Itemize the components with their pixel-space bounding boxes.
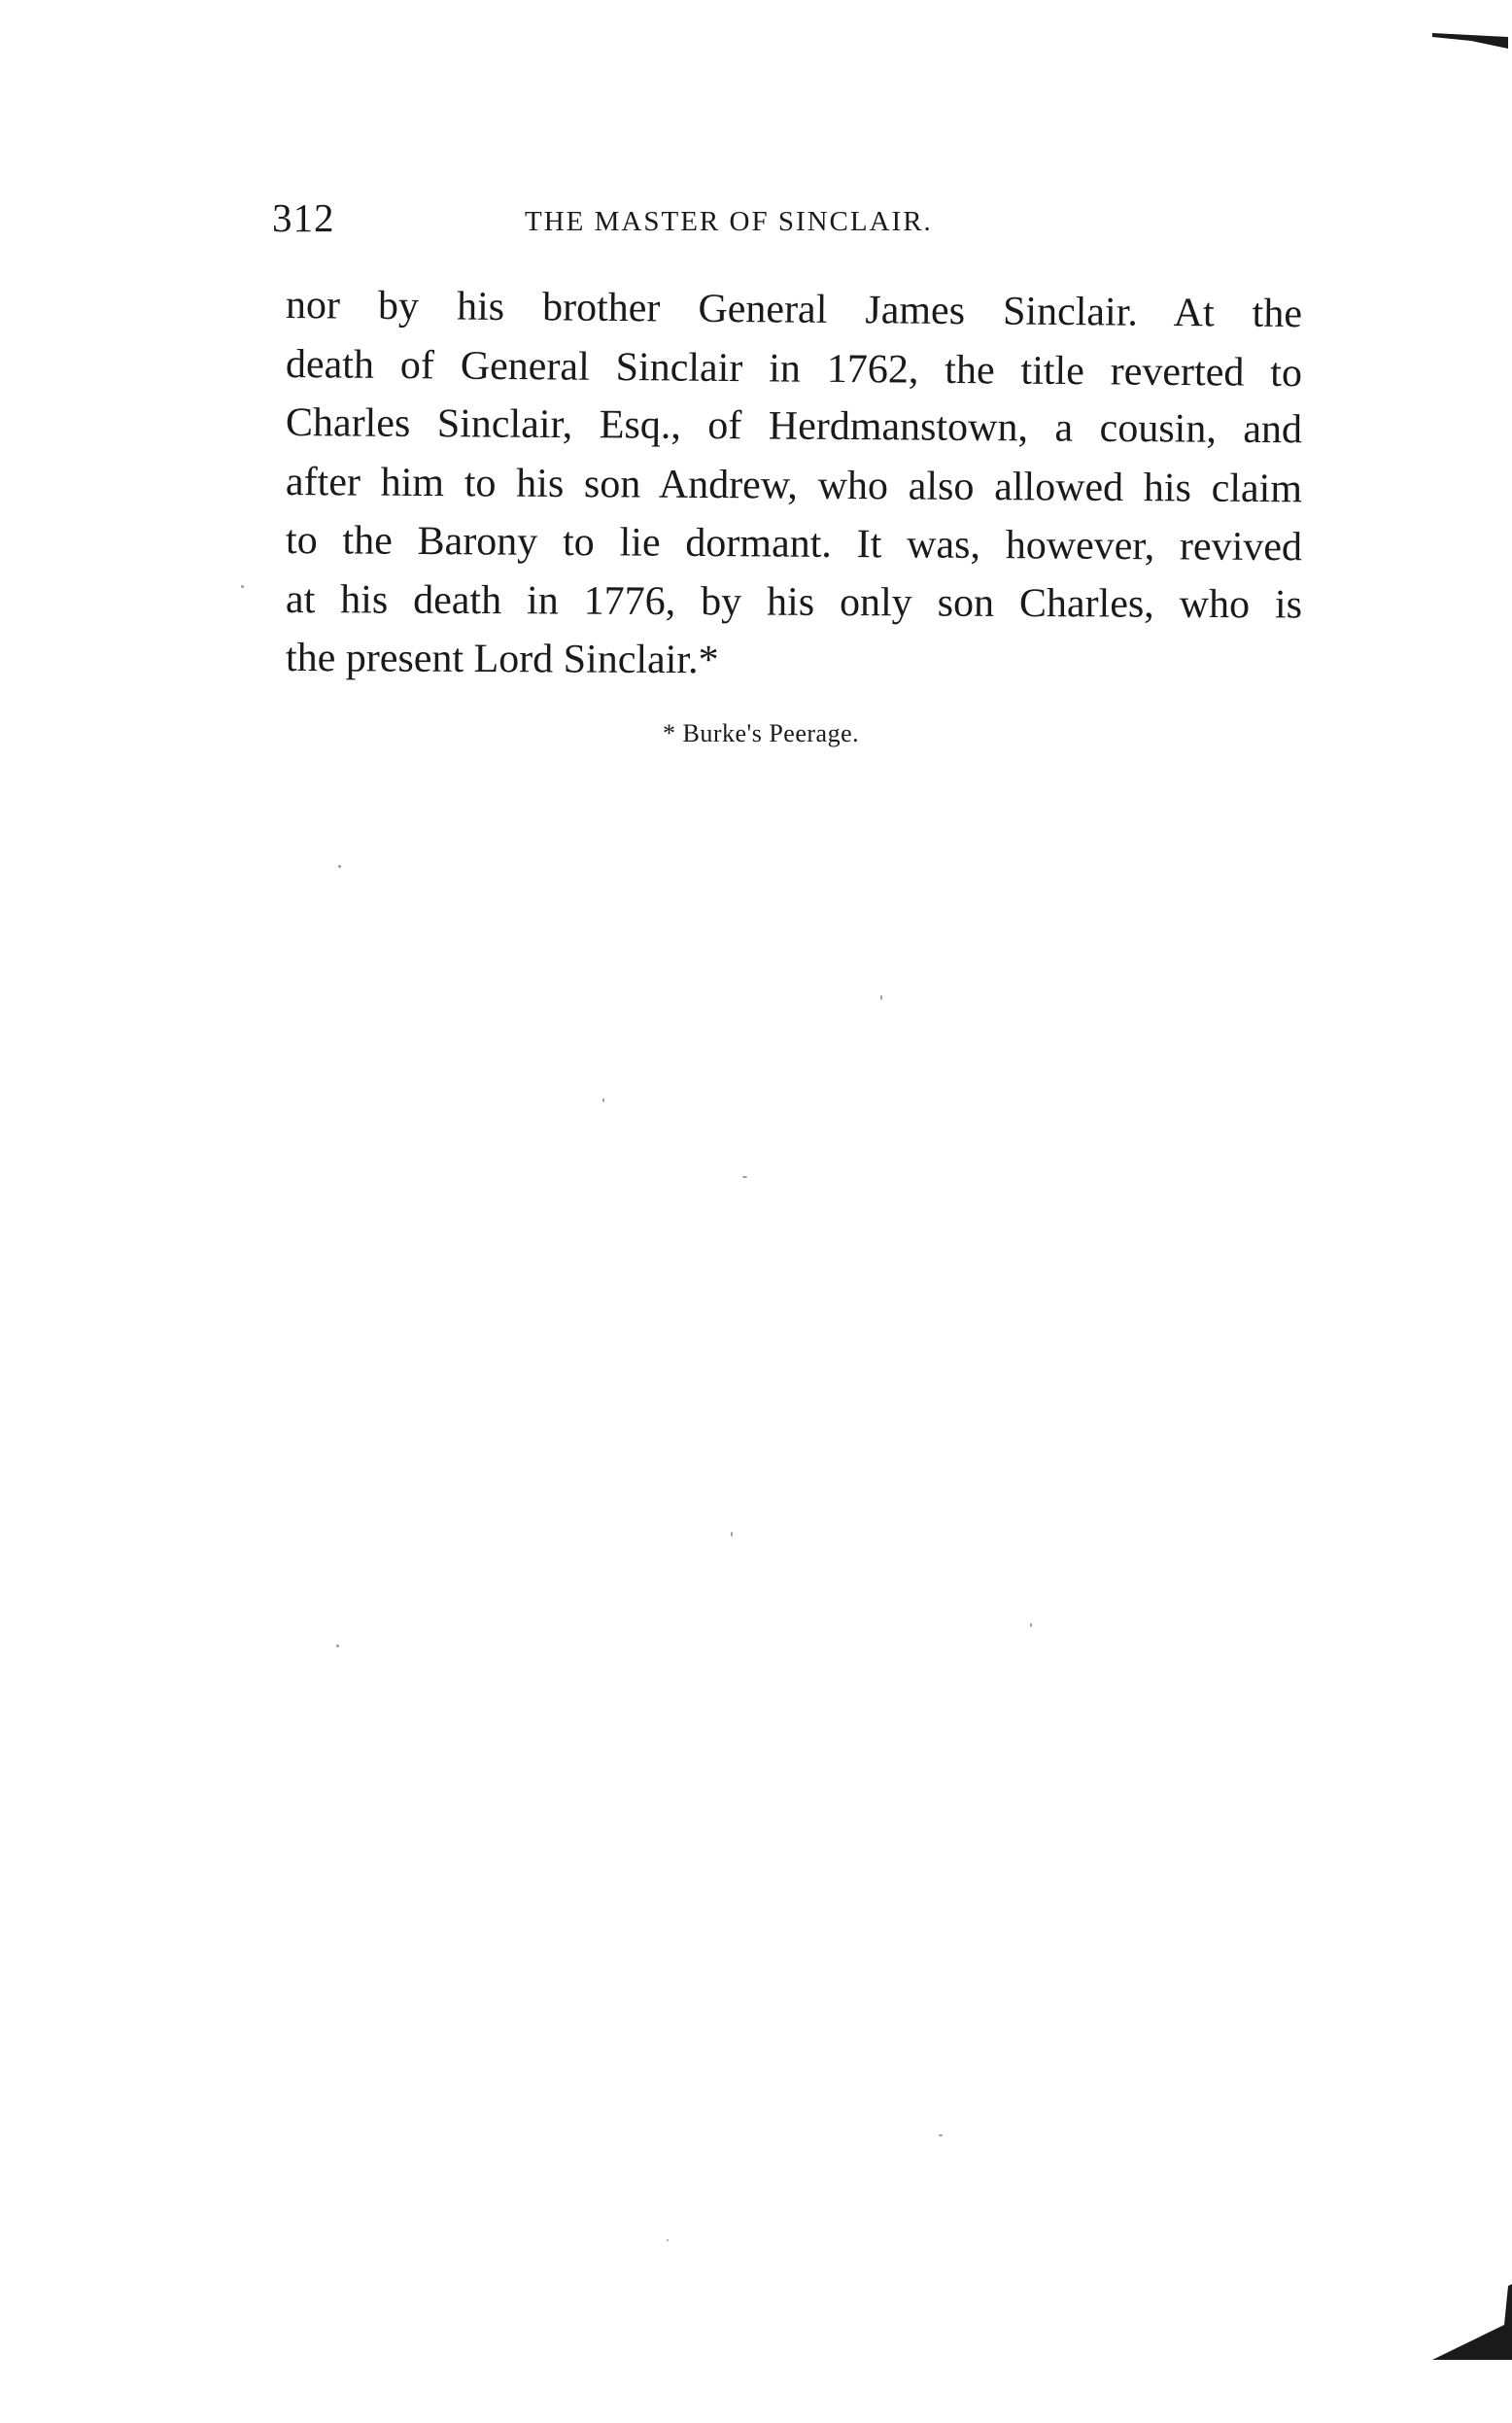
- page-number: 312: [272, 195, 335, 240]
- scan-speck: [602, 1098, 604, 1102]
- scan-speck: [939, 2134, 943, 2136]
- page-header: [272, 194, 1302, 253]
- scan-speck: [336, 1644, 339, 1647]
- text-line: the present Lord Sinclair.*: [285, 636, 719, 683]
- scan-corner-mark-top: [1432, 31, 1508, 49]
- text-line: after him to his son Andrew, who also allowed his claim: [285, 459, 1303, 511]
- text-line: to the Barony to lie dormant. It was, however, revived: [285, 518, 1303, 571]
- scan-speck: [1030, 1623, 1032, 1627]
- running-title: THE MASTER OF SINCLAIR.: [525, 206, 933, 237]
- text-line: nor by his brother General James Sinclair. At the: [285, 283, 1303, 337]
- scan-speck: [241, 585, 244, 588]
- scan-speck: [338, 865, 341, 868]
- scan-speck: [880, 995, 882, 1000]
- text-line: death of General Sinclair in 1762, the title reverted to: [285, 341, 1303, 396]
- footnote: * Burke's Peerage.: [663, 719, 860, 747]
- text-line: at his death in 1776, by his only son Charles, who is: [285, 576, 1303, 627]
- scan-speck: [731, 1532, 733, 1537]
- body-paragraph: [286, 276, 1302, 688]
- text-line: Charles Sinclair, Esq., of Herdmanstown, a cousin, and: [285, 400, 1303, 453]
- scan-speck: [667, 2239, 669, 2241]
- scan-corner-mark-bottom: [1432, 2284, 1512, 2362]
- scan-speck: [742, 1176, 747, 1178]
